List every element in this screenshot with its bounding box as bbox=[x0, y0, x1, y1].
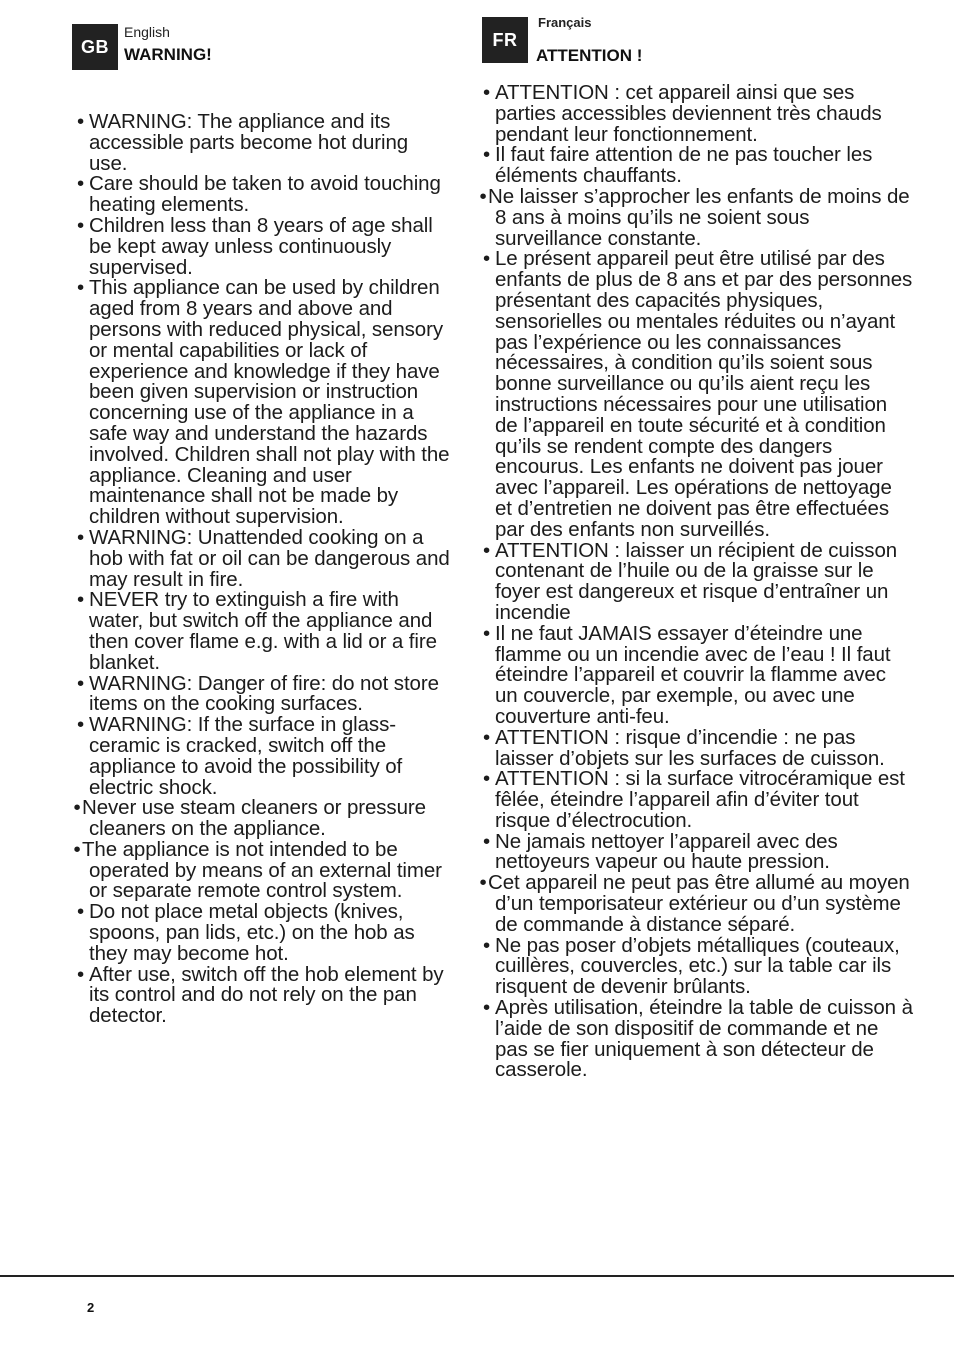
list-item bbox=[72, 590, 450, 673]
list-item bbox=[478, 538, 914, 624]
warning-list-french bbox=[478, 83, 914, 1081]
bullet: • bbox=[482, 621, 491, 645]
list-item-text: WARNING: Danger of fire: do not store items on the cooking surfaces. bbox=[89, 671, 439, 716]
list-item-text: Le présent appareil peut être utilisé par des enfants de plus de 8 ans et par des personnes présentant des capacités physiques, sensorielles ou mentales réduites ou n’ayant pas l’expérience ou les connaissances nécessaires, à condition qu’ils soient sous bonne surveillance ou qu’ils aient reçu les instructions nécessaires pour une utilisation de l’appareil en toute sécurité et à condition qu’ils se rendent compte des dangers encourus. Les enfants ne doivent pas jouer avec l’appareil. Les opérations de nettoyage et d’entretien ne doivent pas être effectuées par des enfants non surveillés. bbox=[495, 247, 913, 541]
list-item bbox=[478, 145, 914, 187]
bullet: • bbox=[482, 538, 491, 562]
warning-heading-english: WARNING! bbox=[124, 45, 212, 64]
list-item bbox=[72, 213, 450, 279]
bullet: • bbox=[482, 829, 491, 853]
list-item bbox=[478, 998, 914, 1081]
list-item-text: ATTENTION : risque d’incendie : ne pas laisser d’objets sur les surfaces de cuisson. bbox=[495, 725, 885, 770]
language-label-francais: Français bbox=[538, 15, 592, 30]
list-item-text: ATTENTION : cet appareil ainsi que ses parties accessibles deviennent très chauds pendant leur fonctionnement. bbox=[495, 81, 882, 146]
bullet: • bbox=[482, 933, 491, 957]
list-item bbox=[72, 112, 450, 174]
list-item-text: Ne jamais nettoyer l’appareil avec des nettoyeurs vapeur ou haute pression. bbox=[495, 829, 838, 874]
list-item bbox=[478, 83, 914, 145]
list-item-text: Il faut faire attention de ne pas toucher les éléments chauffants. bbox=[495, 143, 873, 188]
list-item-text: Never use steam cleaners or pressure cleaners on the appliance. bbox=[82, 796, 426, 841]
list-item-text: WARNING: Unattended cooking on a hob with fat or oil can be dangerous and may result in fire. bbox=[89, 525, 450, 591]
list-item bbox=[478, 725, 914, 770]
list-item-text: After use, switch off the hob element by its control and do not rely on the pan detector. bbox=[89, 962, 444, 1028]
bullet: • bbox=[482, 725, 491, 749]
bullet: • bbox=[482, 996, 491, 1020]
bullet: • bbox=[76, 525, 85, 549]
warning-list-english bbox=[72, 112, 450, 1027]
bullet: • bbox=[479, 871, 487, 895]
list-item-text: The appliance is not intended to be operated by means of an external timer or separate remote control system. bbox=[82, 837, 442, 903]
list-item bbox=[72, 278, 450, 528]
bullet: • bbox=[76, 962, 85, 986]
list-item bbox=[72, 525, 450, 591]
bullet: • bbox=[76, 588, 85, 612]
list-item bbox=[72, 837, 450, 903]
bullet: • bbox=[76, 276, 85, 300]
bullet: • bbox=[76, 900, 85, 924]
bullet: • bbox=[479, 184, 487, 208]
bullet: • bbox=[482, 767, 491, 791]
language-badge-fr: FR bbox=[482, 17, 528, 63]
list-item bbox=[72, 798, 450, 840]
bullet: • bbox=[76, 110, 85, 133]
list-item bbox=[478, 873, 914, 935]
list-item bbox=[72, 902, 450, 964]
bullet: • bbox=[482, 143, 491, 167]
list-item-text: Après utilisation, éteindre la table de cuisson à l’aide de son dispositif de commande et ne pas se fier uniquement à son détecteur de casserole. bbox=[495, 996, 913, 1082]
footer-divider bbox=[0, 1275, 954, 1277]
bullet: • bbox=[73, 837, 81, 861]
list-item bbox=[72, 174, 450, 216]
bullet: • bbox=[76, 213, 85, 237]
list-item bbox=[72, 671, 450, 716]
list-item bbox=[478, 249, 914, 540]
bullet: • bbox=[76, 713, 85, 737]
list-item-text: WARNING: If the surface in glass-ceramic is cracked, switch off the appliance to avoid the possibility of electric shock. bbox=[89, 713, 403, 799]
list-item bbox=[72, 715, 450, 798]
list-item bbox=[72, 962, 450, 1028]
list-item-text: Children less than 8 years of age shall be kept away unless continuously supervised. bbox=[89, 213, 433, 279]
list-item-text: NEVER try to extinguish a fire with water, but switch off the appliance and then cover flame e.g. with a lid or a fire blanket. bbox=[89, 588, 437, 674]
bullet: • bbox=[73, 796, 81, 820]
bullet: • bbox=[76, 671, 85, 695]
list-item-text: ATTENTION : si la surface vitrocéramique est fêlée, éteindre l’appareil afin d’éviter tout risque d’électrocution. bbox=[495, 767, 905, 832]
warning-heading-french: ATTENTION ! bbox=[536, 46, 643, 65]
bullet: • bbox=[482, 81, 491, 104]
bullet: • bbox=[482, 247, 491, 271]
list-item-text: This appliance can be used by children aged from 8 years and above and persons with reduced physical, sensory or mental capabilities or lack of experience and knowledge if they have been given supervision or instruction concerning use of the appliance in a safe way and understand the hazards involved. Children shall not play with the appliance. Cleaning and user maintenance shall not be made by children without supervision. bbox=[89, 276, 450, 529]
list-item-text: Care should be taken to avoid touching heating elements. bbox=[89, 172, 441, 217]
list-item bbox=[478, 621, 914, 728]
list-item bbox=[478, 184, 914, 250]
list-item-text: ATTENTION : laisser un récipient de cuisson contenant de l’huile ou de la graisse sur le foyer est dangereux et risque d’entraîner un incendie bbox=[495, 538, 898, 624]
list-item-text: Ne laisser s’approcher les enfants de moins de 8 ans à moins qu’ils ne soient sous surveillance constante. bbox=[488, 184, 910, 250]
list-item-text: Ne pas poser d’objets métalliques (couteaux, cuillères, couvercles, etc.) sur la table car ils risquent de devenir brûlants. bbox=[495, 933, 900, 999]
list-item bbox=[478, 933, 914, 999]
language-badge-gb: GB bbox=[72, 24, 118, 70]
list-item bbox=[478, 829, 914, 874]
page-number: 2 bbox=[87, 1300, 95, 1315]
list-item-text: Cet appareil ne peut pas être allumé au moyen d’un temporisateur extérieur ou d’un système de commande à distance séparé. bbox=[488, 871, 910, 936]
list-item-text: WARNING: The appliance and its accessible parts become hot during use. bbox=[89, 110, 409, 175]
language-label-english: English bbox=[124, 24, 170, 40]
list-item bbox=[478, 769, 914, 831]
list-item-text: Do not place metal objects (knives, spoons, pan lids, etc.) on the hob as they may become hot. bbox=[89, 900, 415, 965]
list-item-text: Il ne faut JAMAIS essayer d’éteindre une flamme ou un incendie avec de l’eau ! Il faut éteindre l’appareil et couvrir la flamme avec un couvercle, par exemple, ou avec une couverture anti-feu. bbox=[495, 621, 891, 728]
bullet: • bbox=[76, 172, 85, 196]
